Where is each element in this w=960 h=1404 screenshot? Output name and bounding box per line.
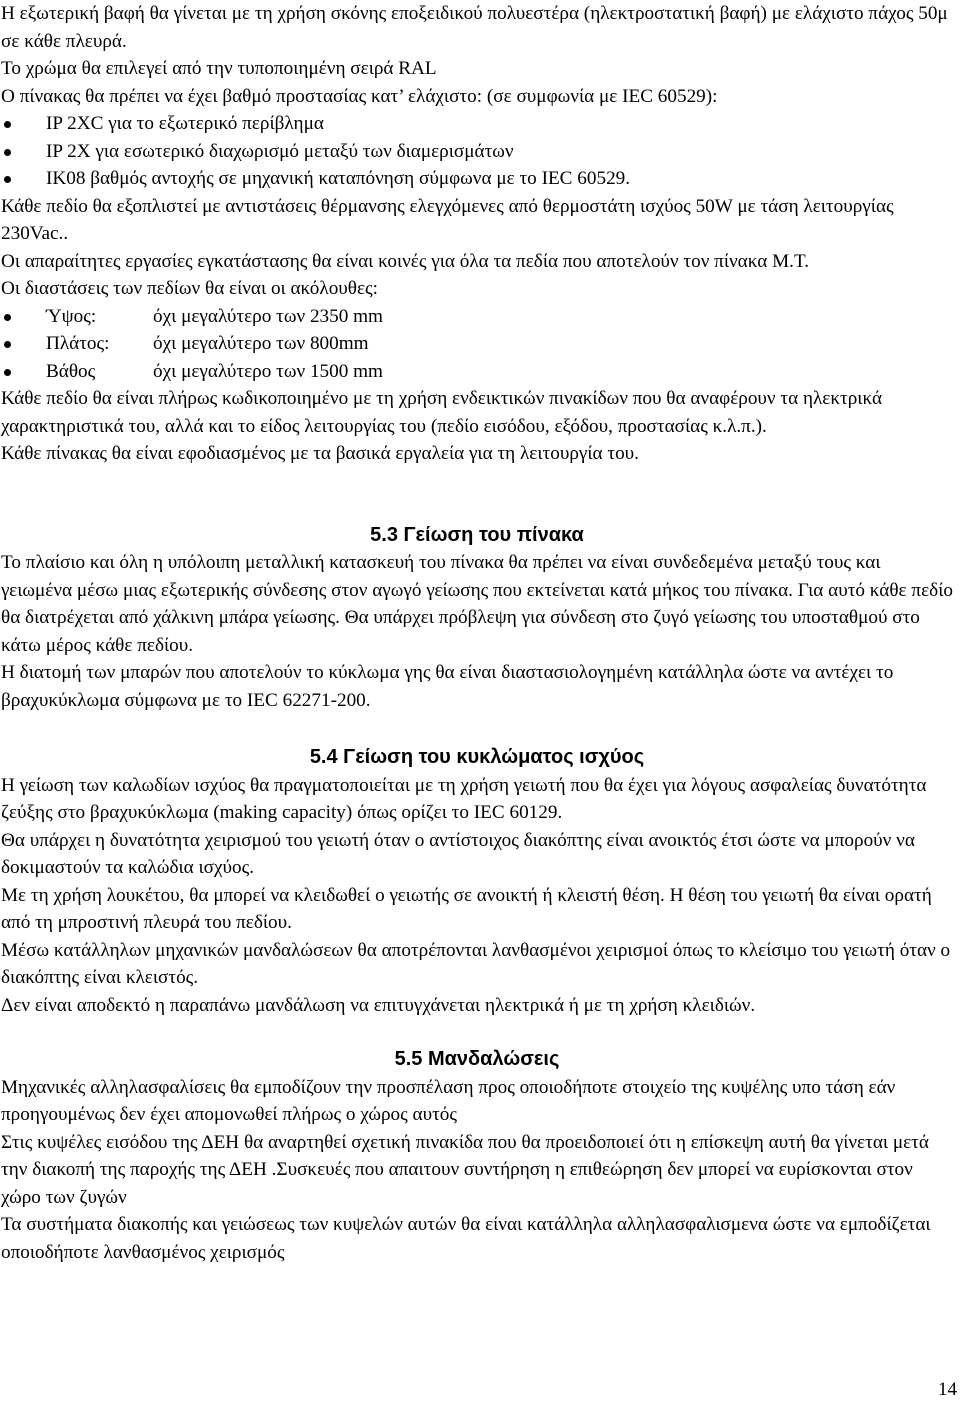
dimension-value: όχι μεγαλύτερο των 800mm: [153, 333, 369, 354]
paragraph-heaters: Κάθε πεδίο θα εξοπλιστεί με αντιστάσεις θέρμανσης ελεγχόμενες από θερμοστάτη ισχύος 50W με τάση λειτουργίας 230Vac..: [1, 195, 894, 244]
bullet-icon: [4, 176, 11, 183]
paragraph: Δεν είναι αποδεκτό η παραπάνω μανδάλωση να επιτυγχάνεται ηλεκτρικά ή με τη χρήση κλειδιών.: [1, 994, 756, 1016]
paragraph: Με τη χρήση λουκέτου, θα μπορεί να κλειδωθεί ο γειωτής σε ανοικτή ή κλειστή θέση. Η θέση του γειωτή θα είναι ορατή από τη μπροστινή πλευρά του πεδίου.: [1, 884, 932, 933]
paragraph-tools: Κάθε πίνακας θα είναι εφοδιασμένος με τα βασικά εργαλεία για τη λειτουργία του.: [1, 443, 639, 464]
dimensions-list: [1, 303, 953, 386]
list-item: [1, 358, 953, 386]
paragraph-labels: Κάθε πεδίο θα είναι πλήρως κωδικοποιημένο με τη χρήση ενδεικτικών πινακίδων που θα αναφέρουν τα ηλεκτρικά χαρακτηριστικά του, αλλά και το είδος λειτουργίας του (πεδίο εισόδου, εξόδου, προστασίας κ.λ.π.).: [1, 388, 883, 437]
list-item: [1, 303, 953, 331]
page-number: 14: [938, 1379, 957, 1400]
paragraph: Η διατομή των μπαρών που αποτελούν το κύκλωμα γης θα είναι διαστασιολογημένη κατάλληλα ώστε να αντέχει το βραχυκύκλωμα σύμφωνα με το IEC 62271-200.: [1, 662, 894, 711]
paragraph: Τα συστήματα διακοπής και γειώσεως των κυψελών αυτών θα είναι κατάλληλα αλληλασφαλισμενα ώστε να εμποδίζεται οποιοδήποτε λανθασμένος χειρισμός: [1, 1214, 931, 1263]
bullet-icon: [4, 341, 11, 348]
paragraph-ral: Το χρώμα θα επιλεγεί από την τυποποιημένη σειρά RAL: [1, 58, 437, 79]
paragraph-dimensions-intro: Οι διαστάσεις των πεδίων θα είναι οι ακόλουθες:: [1, 278, 378, 299]
list-item: IP 2X για εσωτερικό διαχωρισμό μεταξύ των διαμερισμάτων: [1, 138, 953, 166]
paragraph: Μέσω κατάλληλων μηχανικών μανδαλώσεων θα αποτρέπονται λανθασμένοι χειρισμοί όπως το κλείσιμο του γειωτή όταν ο διακόπτης είναι κλειστός.: [1, 939, 951, 988]
paragraph: Η γείωση των καλωδίων ισχύος θα πραγματοποιείται με τη χρήση γειωτή που θα έχει για λόγους ασφαλείας δυνατότητα ζεύξης στο βραχυκύκλωμα (making capacity) όπως ορίζει το IEC 60129.: [1, 774, 927, 823]
protection-list: [1, 110, 953, 193]
paragraph: Μηχανικές αλληλασφαλίσεις θα εμποδίζουν την προσπέλαση προς οποιοδήποτε στοιχείο της κυψέλης υπο τάση εάν προηγουμένως δεν έχει απομονωθεί πλήρως ο χώρος αυτός: [1, 1076, 896, 1125]
section-heading-5-5: 5.5 Μανδαλώσεις: [394, 1048, 560, 1070]
dimension-value: όχι μεγαλύτερο των 2350 mm: [153, 305, 383, 327]
list-item: IK08 βαθμός αντοχής σε μηχανική καταπόνηση σύμφωνα με το IEC 60529.: [1, 165, 953, 193]
paragraph: Στις κυψέλες εισόδου της ΔΕΗ θα αναρτηθεί σχετική πινακίδα που θα προειδοποιεί ότι η επίσκεψη αυτή θα γίνεται μετά την διακοπή της παροχής της ΔΕΗ .Συσκευές που απαιτουν συντήρηση η επιθεώρηση δεν μπορεί να ευρίσκονται στον χώρο των ζυγών: [1, 1131, 929, 1208]
bullet-icon: [4, 121, 11, 128]
paragraph-protection-degree: Ο πίνακας θα πρέπει να έχει βαθμό προστασίας κατ’ ελάχιστο: (σε συμφωνία με IEC 60529):: [1, 85, 718, 107]
dimension-label: Βάθος: [46, 360, 96, 382]
document-page: [1, 0, 953, 1266]
list-item: [1, 330, 953, 358]
bullet-icon: [4, 149, 11, 156]
dimension-value: όχι μεγαλύτερο των 1500 mm: [153, 360, 383, 382]
list-item: IP 2XC για το εξωτερικό περίβλημα: [1, 110, 953, 138]
bullet-icon: [4, 369, 11, 376]
dimension-label: Πλάτος:: [46, 333, 110, 354]
paragraph: Το πλαίσιο και όλη η υπόλοιπη μεταλλική κατασκευή του πίνακα θα πρέπει να είναι συνδεδεμένα μεταξύ τους και γειωμένα μέσω μιας εξωτερικής σύνδεσης στον αγωγό γείωσης που εκτείνεται κατά μήκος του πίνακα. Για αυτό κάθε πεδίο θα διατρέχεται από χάλκινη μπάρα γείωσης. Θα υπάρχει πρόβλεψη για σύνδεση στο ζυγό γείωσης του υποσταθμού στο κάτω μέρος κάθε πεδίου.: [1, 552, 953, 656]
section-heading-5-3: 5.3 Γείωση του πίνακα: [370, 523, 584, 546]
bullet-icon: [4, 314, 11, 321]
section-heading-5-4: 5.4 Γείωση του κυκλώματος ισχύος: [309, 746, 645, 768]
paragraph-coating: Η εξωτερική βαφή θα γίνεται με τη χρήση σκόνης εποξειδικού πολυεστέρα (ηλεκτροστατική βαφή) με ελάχιστο πάχος 50μ σε κάθε πλευρά.: [1, 3, 948, 52]
paragraph: Θα υπάρχει η δυνατότητα χειρισμού του γειωτή όταν ο αντίστοιχος διακόπτης είναι ανοικτός έτσι ώστε να μπορούν να δοκιμαστούν τα καλώδια ισχύος.: [1, 829, 915, 878]
paragraph-installation: Οι απαραίτητες εργασίες εγκατάστασης θα είναι κοινές για όλα τα πεδία που αποτελούν τον πίνακα Μ.Τ.: [1, 250, 810, 272]
dimension-label: Ύψος:: [46, 305, 97, 327]
